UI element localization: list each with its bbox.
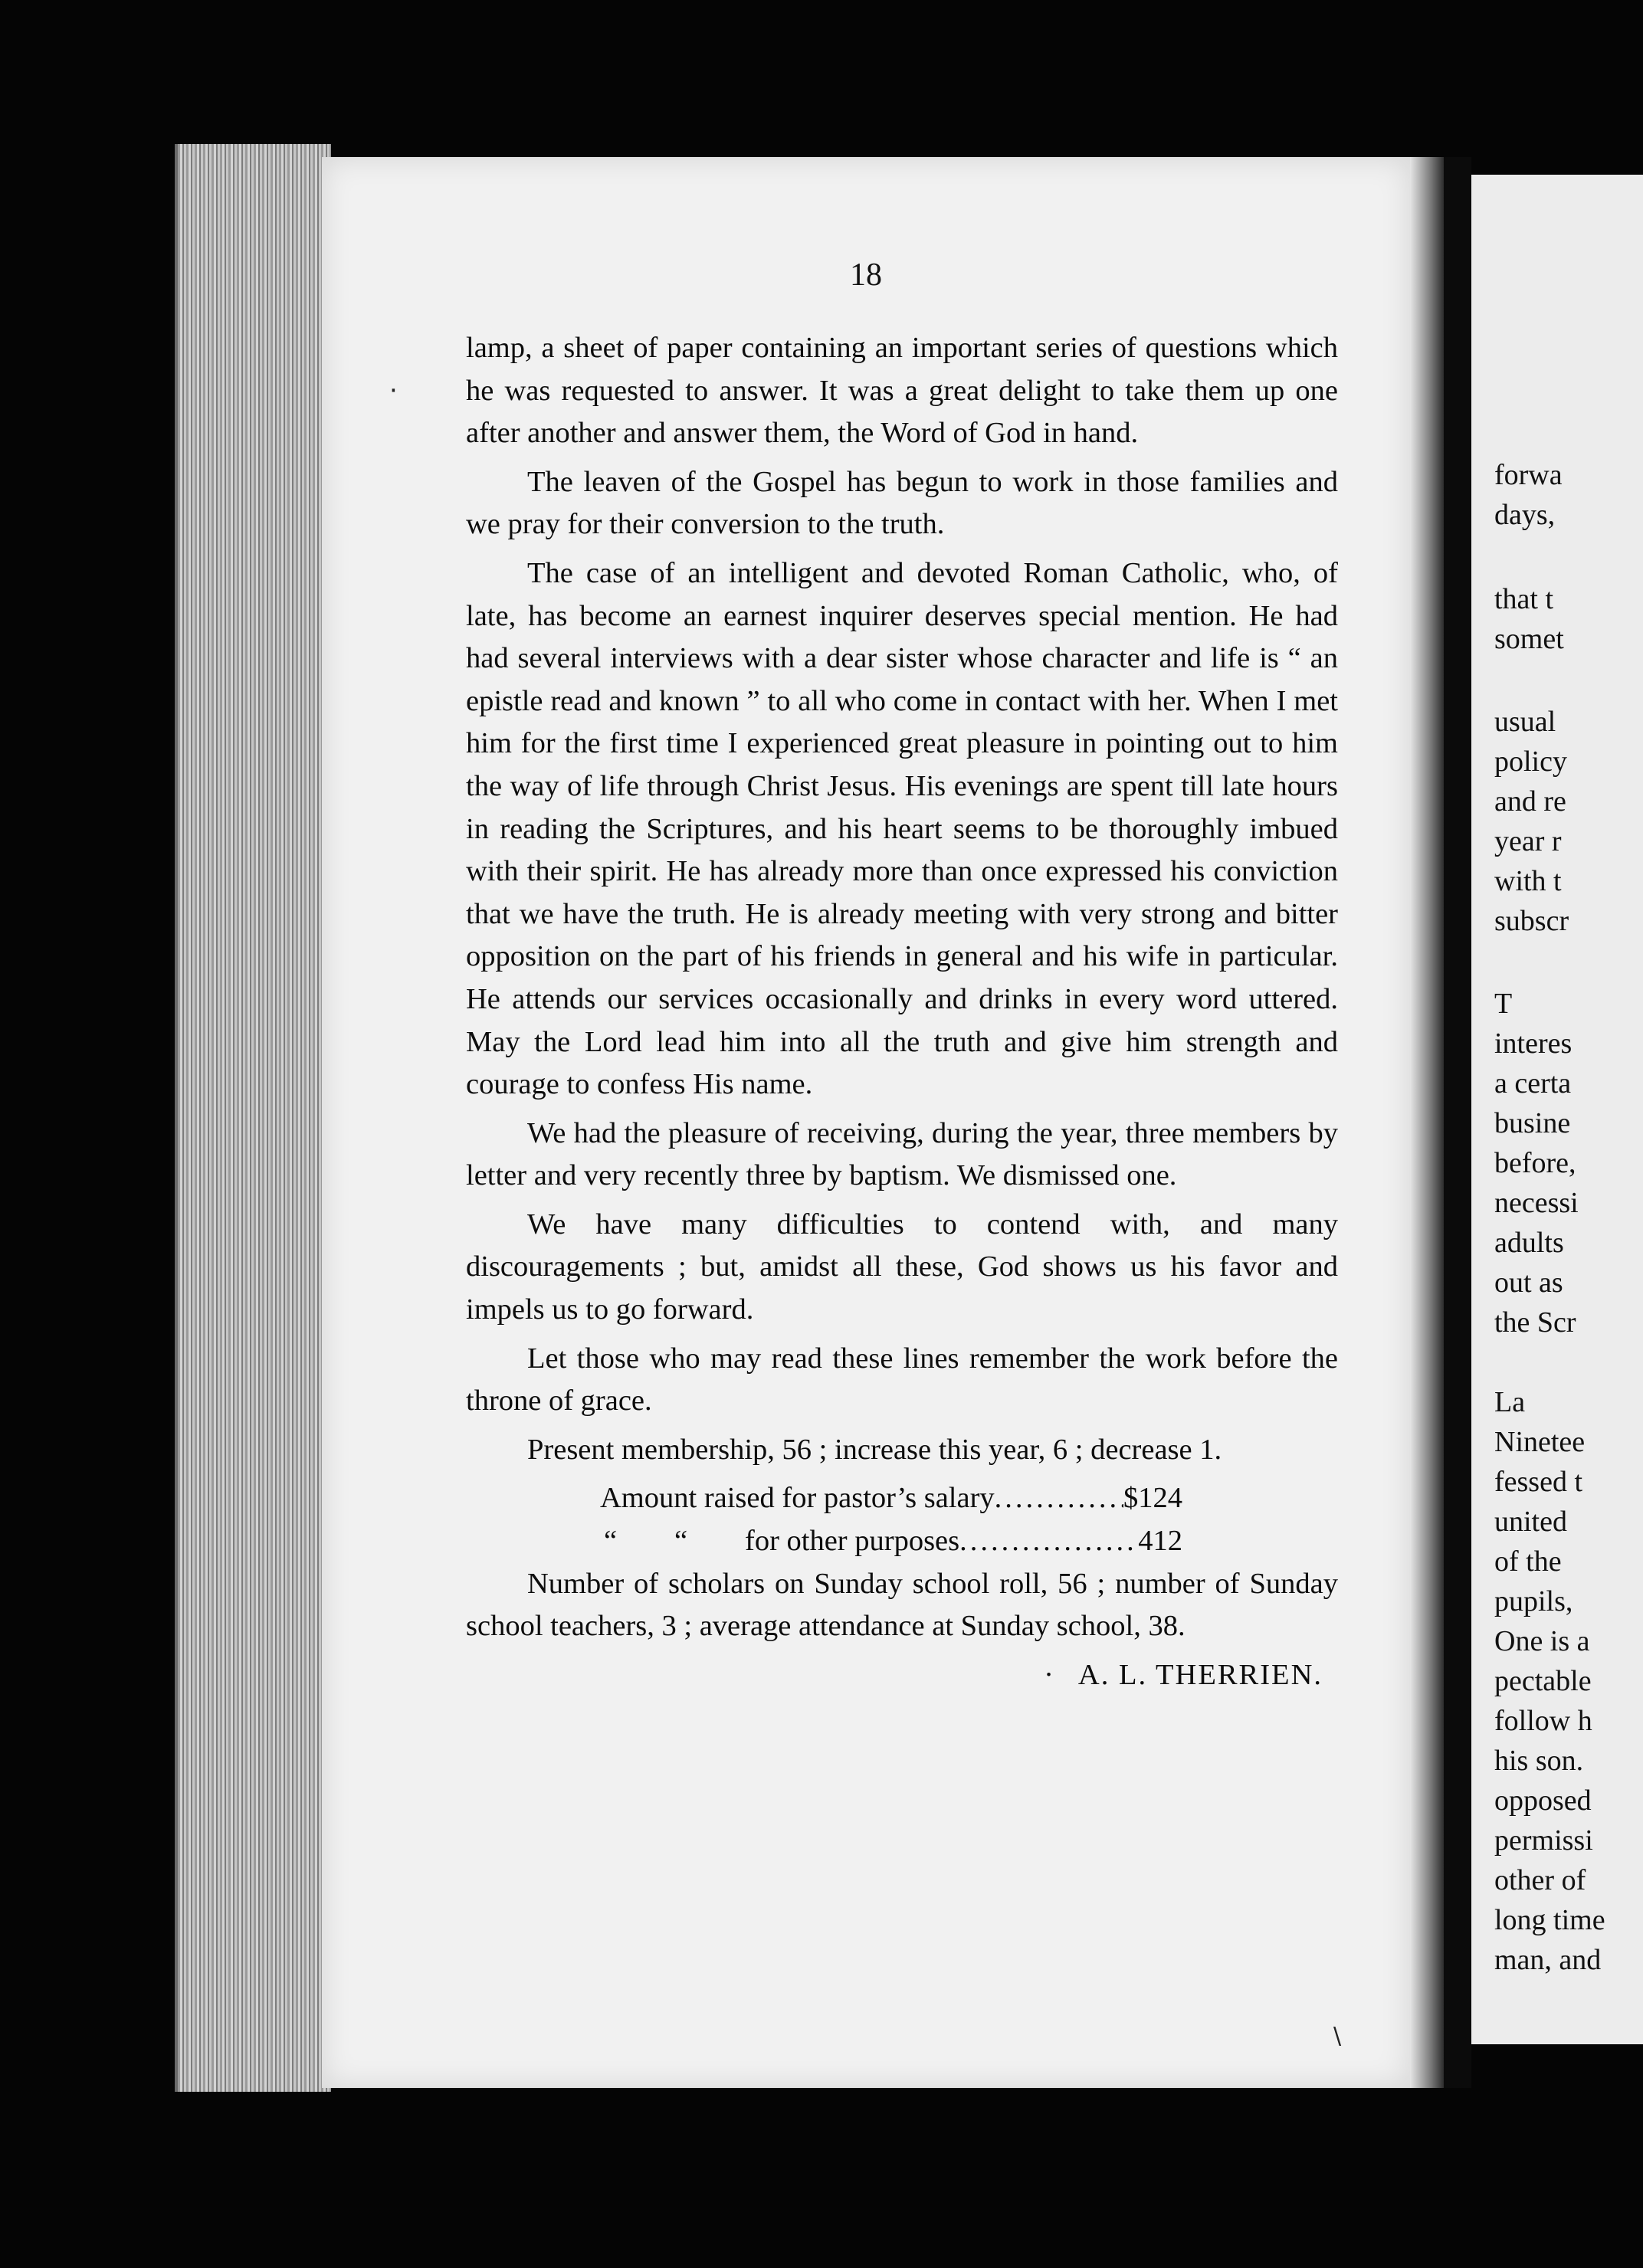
ditto-mark: “ (674, 1525, 688, 1558)
leader-dots (959, 1520, 1138, 1563)
stray-mark: · (1044, 1658, 1055, 1691)
facing-page (1471, 175, 1643, 2044)
facing-page-fragment: year r (1494, 825, 1562, 857)
page-number: 18 (850, 257, 882, 293)
facing-page-fragment: usual (1494, 706, 1556, 738)
amount-row-salary (466, 1477, 1182, 1520)
facing-page-fragment: of the (1494, 1545, 1562, 1578)
ditto-mark: “ (604, 1525, 618, 1558)
facing-page-fragment: man, and (1494, 1944, 1602, 1976)
facing-page-fragment: united (1494, 1506, 1567, 1538)
facing-page-fragment: a certa (1494, 1067, 1572, 1100)
facing-page-fragment: fessed t (1494, 1466, 1583, 1498)
facing-page-fragment: necessi (1494, 1187, 1579, 1219)
leader-dots (995, 1477, 1123, 1520)
paragraph: The case of an intelligent and devoted Roman Catholic, who, of late, has become an earnest inquirer deserves special mention. He had had several interviews with a dear sister whose character and life is “ an epistle read and known ” to all who come in contact with her. When I met him for the first time I experienced great pleasure in pointing out to him the way of life through Christ Jesus. His evenings are spent till late hours in reading the Scriptures, and his heart seems to be thoroughly imbued with their spirit. He has already more than once expressed his conviction that we have the truth. He is already meeting with very strong and bitter opposition on the part of his friends in general and his wife in particular. He attends our services occasionally and drinks in every word uttered. May the Lord lead him into all the truth and give him strength and courage to confess His name. (466, 556, 1338, 1101)
amount-value: 412 (1138, 1525, 1182, 1558)
paragraph: The leaven of the Gospel has begun to work in those families and we pray for their conversion to the truth. (466, 465, 1338, 541)
facing-page-fragment: Ninetee (1494, 1426, 1586, 1458)
sunday-school-line: Number of scholars on Sunday school roll, 56 ; number of Sunday school teachers, 3 ; average attendance at Sunday school, 38. (466, 1567, 1338, 1643)
facing-page-fragment: busine (1494, 1107, 1571, 1139)
facing-page-fragment: T (1494, 988, 1513, 1020)
stray-mark: · (389, 375, 398, 406)
facing-page-fragment: somet (1494, 623, 1564, 655)
facing-page-fragment: forwa (1494, 459, 1563, 491)
amount-row-other (466, 1520, 1182, 1563)
amount-value: $124 (1123, 1482, 1182, 1515)
page-gap (1444, 157, 1471, 2088)
signature (466, 1654, 1338, 1697)
amount-label: Amount raised for pastor’s salary (600, 1482, 995, 1515)
facing-page-fragment: La (1494, 1386, 1526, 1418)
facing-page-fragment: and re (1494, 785, 1566, 818)
facing-page-fragment: pupils, (1494, 1585, 1573, 1617)
facing-page-fragment: out as (1494, 1267, 1563, 1299)
facing-page-fragment: adults (1494, 1227, 1564, 1259)
facing-page-fragment: subscr (1494, 905, 1569, 937)
facing-page-fragment: the Scr (1494, 1306, 1576, 1339)
facing-page-fragment: permissi (1494, 1824, 1593, 1857)
page-text (466, 327, 1338, 1696)
book-page (322, 157, 1410, 2088)
facing-page-fragment: before, (1494, 1147, 1576, 1179)
facing-page-fragment: interes (1494, 1027, 1572, 1060)
facing-page-fragment: his son. (1494, 1745, 1584, 1777)
facing-page-fragment: with t (1494, 865, 1562, 897)
facing-page-fragment: opposed (1494, 1785, 1592, 1817)
paragraph: lamp, a sheet of paper containing an important series of questions which he was requested to answer. It was a great delight to take them up one after another and answer them, the Word of God in hand. (466, 332, 1338, 450)
stray-mark: \ (1333, 2023, 1342, 2050)
signature-name: A. L. THERRIEN. (1077, 1658, 1323, 1691)
facing-page-fragment: One is a (1494, 1625, 1590, 1657)
facing-page-fragment: pectable (1494, 1665, 1592, 1697)
page-gutter (1410, 157, 1444, 2088)
facing-page-fragment: that t (1494, 583, 1554, 615)
paragraph: We have many difficulties to contend with, and many discouragements ; but, amidst all these, God shows us his favor and impels us to go forward. (466, 1208, 1338, 1326)
facing-page-fragment: other of (1494, 1864, 1586, 1896)
book-page-edges (175, 144, 331, 2092)
amount-label: for other purposes (745, 1525, 960, 1558)
facing-page-fragment: policy (1494, 746, 1567, 778)
paragraph: We had the pleasure of receiving, during the year, three members by letter and very recently three by baptism. We dismissed one. (466, 1116, 1338, 1192)
facing-page-fragment: days, (1494, 499, 1556, 531)
facing-page-fragment: follow h (1494, 1705, 1592, 1737)
membership-line: Present membership, 56 ; increase this year, 6 ; decrease 1. (527, 1433, 1222, 1466)
paragraph: Let those who may read these lines remember the work before the throne of grace. (466, 1342, 1338, 1418)
facing-page-fragment: long time (1494, 1904, 1605, 1936)
